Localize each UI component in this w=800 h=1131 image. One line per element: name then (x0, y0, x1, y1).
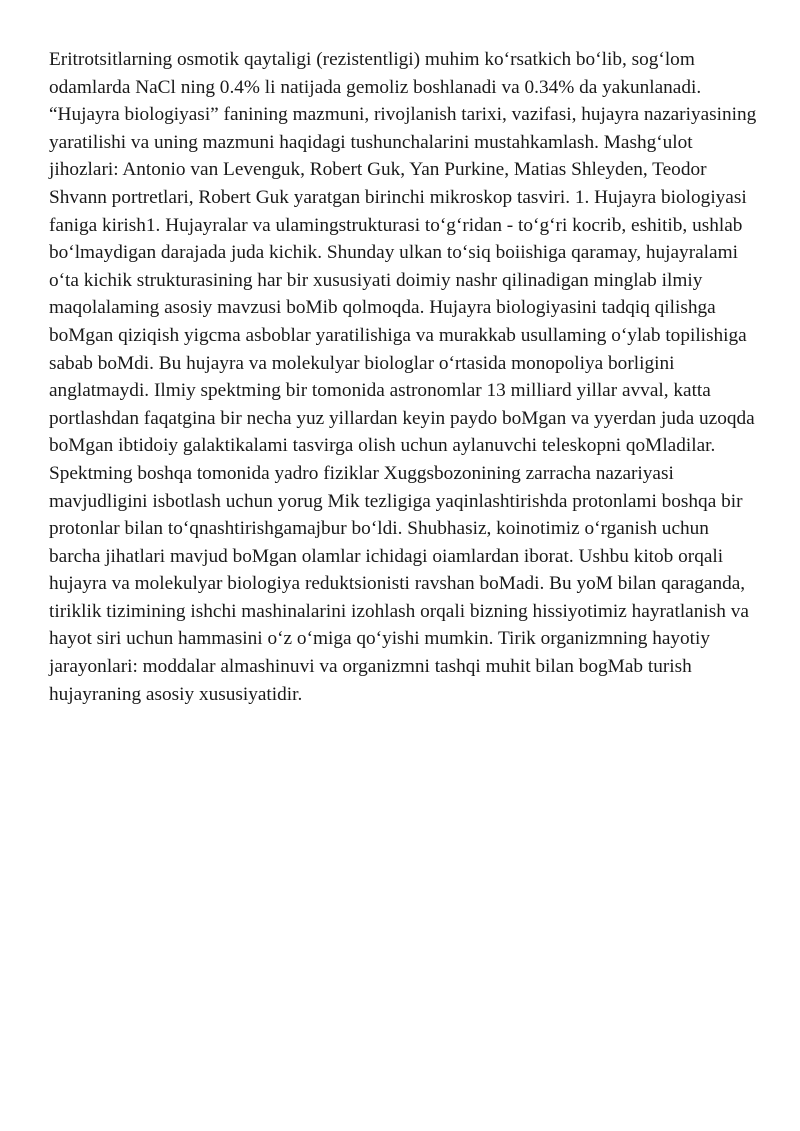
paragraph-osmotic-resistance: Eritrotsitlarning osmotik qaytaligi (rezistentligi) muhim ko‘rsatkich bo‘lib, sog‘lom odamlarda NaCl ning 0.4% li natijada gemoliz boshlanadi va 0.34% da yakunlanadi. (49, 49, 702, 98)
document-body (49, 46, 761, 708)
paragraph-cell-biology-intro: “Hujayra biologiyasi” fanining mazmuni, rivojlanish tarixi, vazifasi, hujayra nazariyasining yaratilishi va uning mazmuni haqidagi tushunchalarini mustahkamlash. Mashg‘ulot jihozlari: Antonio van Levenguk, Robert Guk, Yan Purkine, Matias Shleyden, Teodor Shvann portretlari, Robert Guk yaratgan birinchi mikroskop tasviri. 1. Hujayra biologiyasi faniga kirish1. Hujayralar va ulamingstrukturasi to‘g‘ridan - to‘g‘ri kocrib, eshitib, ushlab bo‘lmaydigan darajada juda kichik. Shunday ulkan to‘siq boiishiga qaramay, hujayralami o‘ta kichik strukturasining har bir xususiyati doimiy nashr qilinadigan minglab ilmiy maqolalaming asosiy mavzusi boMib qolmoqda. Hujayra biologiyasini tadqiq qilishga boMgan qiziqish yigcma asboblar yaratilishiga va murakkab usullaming o‘ylab topilishiga sabab boMdi. Bu hujayra va molekulyar biologlar o‘rtasida monopoliya borligini anglatmaydi. Ilmiy spektming bir tomonida astronomlar 13 milliard yillar avval, katta portlashdan faqatgina bir necha yuz yillardan keyin paydo boMgan va yyerdan juda uzoqda boMgan ibtidoiy galaktikalami tasvirga olish uchun aylanuvchi teleskopni qoMladilar. Spektming boshqa tomonida yadro fiziklar Xuggsbozonining zarracha nazariyasi mavjudligini isbotlash uchun yorug Mik tezligiga yaqinlashtirishda protonlami boshqa bir protonlar bilan to‘qnashtirishgamajbur bo‘ldi. Shubhasiz, koinotimiz o‘rganish uchun barcha jihatlari mavjud boMgan olamlar ichidagi oiamlardan iborat. Ushbu kitob orqali hujayra va molekulyar biologiya reduktsionisti ravshan boMadi. Bu yoM bilan qaraganda, tiriklik tizimining ishchi mashinalarini izohlash orqali bizning hissiyotimiz hayratlanish va hayot siri uchun hammasini o‘z o‘miga qo‘yishi mumkin. Tirik organizmning hayotiy jarayonlari: moddalar almashinuvi va organizmni tashqi muhit bilan bogMab turish hujayraning asosiy xususiyatidir. (49, 104, 757, 705)
